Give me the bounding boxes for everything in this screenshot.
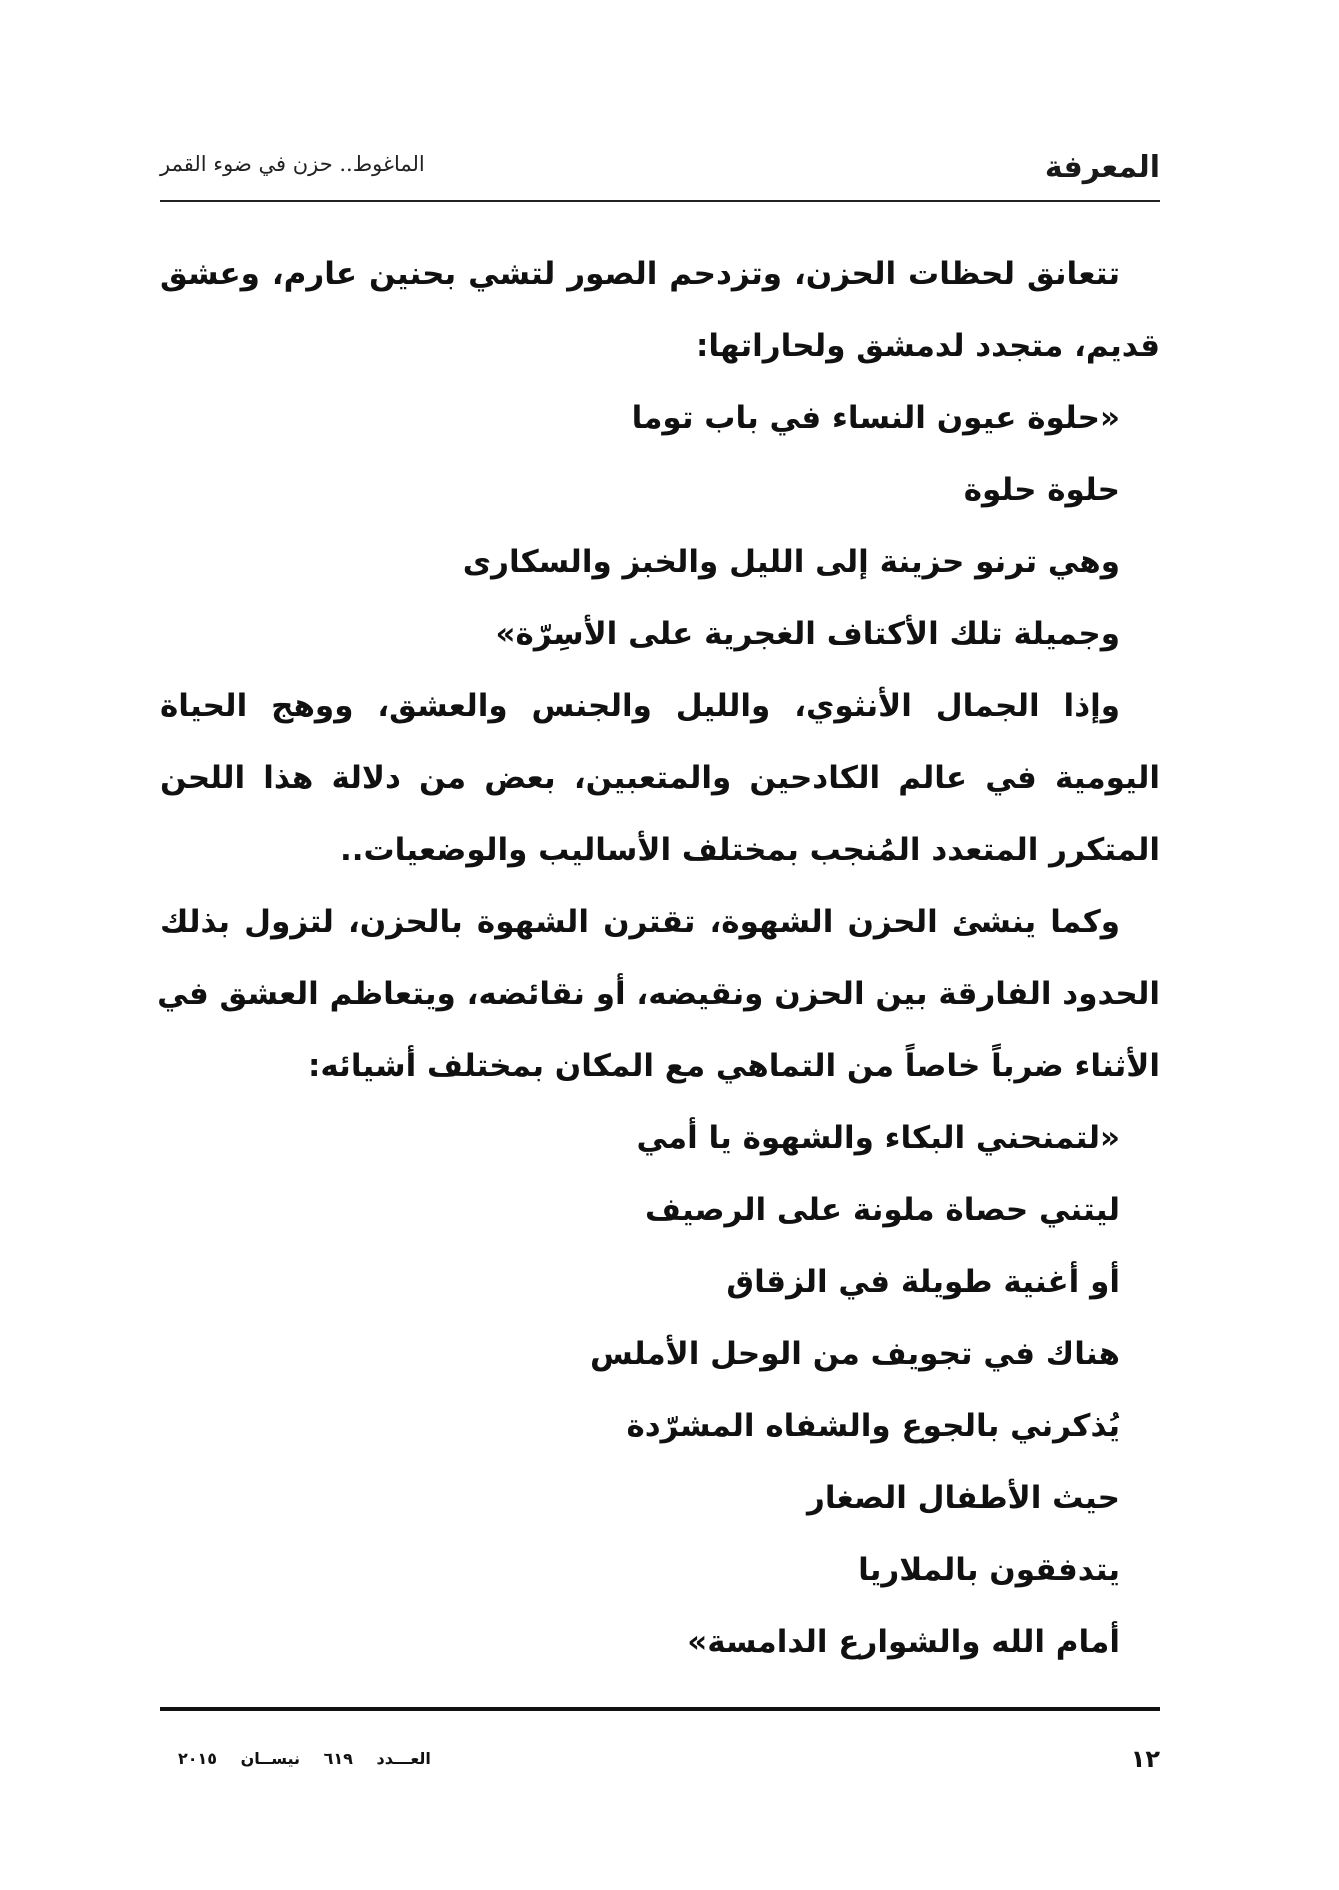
paragraph-line: الأثناء ضرباً خاصاً من التماهي مع المكان بمختلف أشيائه:: [307, 1048, 1160, 1084]
paragraph-line: وكما ينشئ الحزن الشهوة، تقترن الشهوة بالحزن، لتزول بذلك: [160, 904, 1120, 940]
paragraph-line: الحدود الفارقة بين الحزن ونقيضه، أو نقائضه، ويتعاظم العشق في: [157, 976, 1160, 1012]
paragraph-line: قديم، متجدد لدمشق ولحاراتها:: [695, 328, 1160, 364]
running-header: [160, 148, 1160, 198]
page-number: ١٢: [1130, 1745, 1160, 1773]
poem-line: «لتمنحني البكاء والشهوة يا أمي: [636, 1120, 1120, 1156]
paragraph-line: اليومية في عالم الكادحين والمتعبين، بعض من دلالة هذا اللحن: [160, 760, 1160, 796]
poem-line: وجميلة تلك الأكتاف الغجرية على الأسِرّة»: [495, 616, 1120, 652]
paragraph-line: تتعانق لحظات الحزن، وتزدحم الصور لتشي بحنين عارم، وعشق: [160, 256, 1120, 292]
poem-line: حلوة حلوة: [963, 472, 1120, 508]
paragraph-line: وإذا الجمال الأنثوي، والليل والجنس والعشق، ووهج الحياة: [160, 688, 1120, 724]
poem-line: حيث الأطفال الصغار: [807, 1480, 1120, 1516]
poem-line: «حلوة عيون النساء في باب توما: [631, 400, 1120, 436]
poem-line: هناك في تجويف من الوحل الأملس: [590, 1336, 1120, 1372]
issue-label: العـــدد: [376, 1749, 431, 1768]
issue-month: نيســان: [240, 1749, 301, 1768]
poem-line: وهي ترنو حزينة إلى الليل والخبز والسكارى: [462, 544, 1120, 580]
poem-line: أو أغنية طويلة في الزقاق: [726, 1264, 1120, 1300]
article-title: الماغوط.. حزن في ضوء القمر: [160, 152, 425, 176]
issue-number: ٦١٩: [323, 1749, 353, 1768]
poem-line: يتدفقون بالملاريا: [858, 1552, 1120, 1588]
poem-line: يُذكرني بالجوع والشفاه المشرّدة: [626, 1408, 1120, 1444]
magazine-logo: المعرفة: [1044, 150, 1160, 185]
page-footer: [160, 1745, 1160, 1785]
header-divider: [160, 200, 1160, 202]
footer-divider: [160, 1707, 1160, 1711]
poem-line: أمام الله والشوارع الدامسة»: [687, 1624, 1120, 1660]
issue-info: [160, 1749, 431, 1768]
poem-line: ليتني حصاة ملونة على الرصيف: [645, 1192, 1120, 1228]
paragraph-line: المتكرر المتعدد المُنجب بمختلف الأساليب والوضعيات..: [339, 832, 1160, 868]
issue-year: ٢٠١٥: [178, 1749, 218, 1768]
article-body: [157, 238, 1160, 1678]
